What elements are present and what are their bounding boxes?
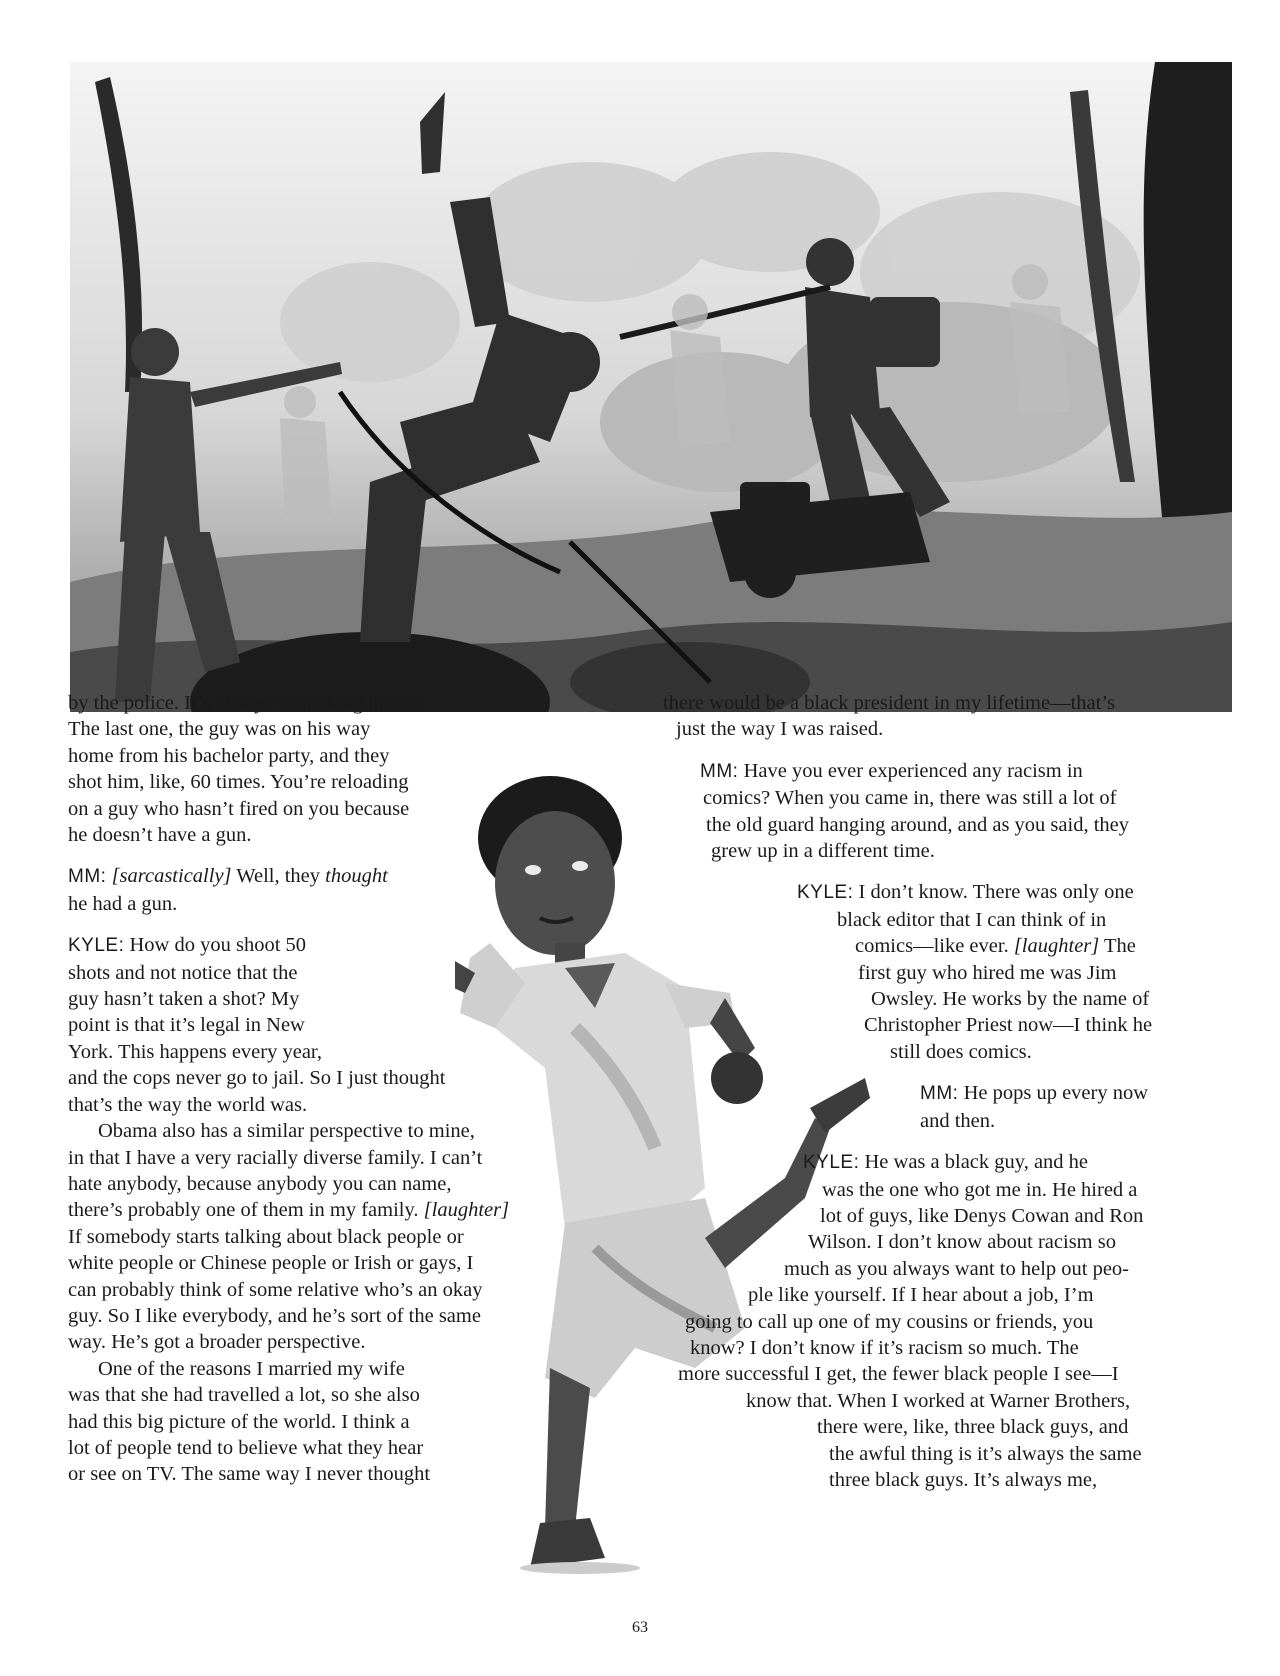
stage-direction: [laughter] [1013,935,1100,958]
text-run: I don’t know. There was only one [853,881,1134,904]
text-line [0,1080,1280,1107]
text-line: can probably think of some relative who’s an okay [68,1278,483,1301]
text-line: there would be a black president in my lifetime—that’s [663,692,1116,714]
text-line: or see on TV. The same way I never thought [68,1463,431,1486]
text-line: grew up in a different time. [711,840,935,863]
battle-scene-artwork [70,62,1232,712]
text-line: know that. When I worked at Warner Brothers, [746,1389,1131,1412]
text-run: Well, they [231,865,326,888]
text-run: comics—like ever. [855,935,1014,958]
text-line: first guy who hired me was Jim [858,961,1117,984]
text-run: How do you shoot 50 [124,934,307,957]
text-line: and the cops never go to jail. So I just thought [68,1067,446,1090]
text-line: still does comics. [890,1040,1032,1063]
text-line: Wilson. I don’t know about racism so [808,1231,1116,1254]
text-line: was that she had travelled a lot, so she also [68,1384,420,1407]
text-line: If somebody starts talking about black people or [68,1225,464,1248]
text-line: One of the reasons I married my wife [98,1357,405,1380]
text-line: Owsley. He works by the name of [871,988,1150,1011]
text-line [0,758,1280,785]
text-line: just the way I was raised. [676,718,884,741]
text-line: on a guy who hasn’t fired on you because [68,797,410,820]
text-line: by the police. It’s always something insane. [68,692,426,714]
text-line: guy hasn’t taken a shot? My [68,988,300,1011]
text-line: white people or Chinese people or Irish or gays, I [68,1252,474,1275]
text-line [0,879,1280,906]
text-line: the awful thing is it’s always the same [829,1442,1142,1465]
text-run: He was a black guy, and he [859,1151,1089,1174]
text-line: York. This happens every year, [68,1040,323,1063]
text-run: there’s probably one of them in my family. [68,1199,424,1222]
speaker-label: MM: [920,1083,959,1105]
text-line: shot him, like, 60 times. You’re reloading [68,771,409,794]
speaker-label: MM: [68,866,107,888]
text-line: Christopher Priest now—I think he [864,1014,1153,1037]
speaker-label: KYLE: [68,935,125,957]
text-line: shots and not notice that the [68,961,298,984]
page-number: 63 [632,1619,648,1636]
text-line: way. He’s got a broader perspective. [68,1331,366,1354]
text-line: lot of people tend to believe what they hear [68,1436,424,1459]
speaker-label: KYLE: [803,1152,860,1174]
text-run: He pops up every now [958,1082,1149,1105]
stage-direction: [sarcastically] [111,865,232,888]
text-line: point is that it’s legal in New [68,1014,305,1037]
text-run: Have you ever experienced any racism in [738,759,1083,782]
text-line: the old guard hanging around, and as you said, they [706,813,1130,836]
text-line: that’s the way the world was. [68,1093,308,1116]
text-line: black editor that I can think of in [837,908,1107,931]
text-line [0,1149,1280,1176]
text-line: know? I don’t know if it’s racism so much. The [690,1336,1079,1359]
text-line: in that I have a very racially diverse family. I can’t [68,1146,483,1169]
text-line: was the one who got me in. He hired a [822,1178,1138,1201]
emphasis: thought [325,865,388,888]
text-line: and then. [920,1109,996,1132]
text-line [0,933,1280,959]
text-line: much as you always want to help out peo- [784,1257,1130,1280]
text-line: he had a gun. [68,892,178,915]
text-line: ple like yourself. If I hear about a job, I’m [748,1284,1094,1307]
speaker-label: KYLE: [797,882,854,904]
right-column-text [0,690,1280,1493]
text-line: The last one, the guy was on his way [68,718,371,741]
text-line: more successful I get, the fewer black people I see—I [678,1363,1119,1386]
text-run: The [1099,935,1136,958]
text-line: he doesn’t have a gun. [68,824,252,847]
text-line: comics? When you came in, there was still a lot of [703,787,1117,810]
text-line: home from his bachelor party, and they [68,744,390,767]
text-line: guy. So I like everybody, and he’s sort of the same [68,1304,481,1327]
text-line: three black guys. It’s always me, [829,1468,1098,1491]
text-line: lot of guys, like Denys Cowan and Ron [820,1204,1144,1227]
stage-direction: [laughter] [423,1199,510,1222]
text-line: there were, like, three black guys, and [817,1416,1129,1439]
text-line: hate anybody, because anybody you can name, [68,1172,452,1195]
text-line: going to call up one of my cousins or friends, you [685,1310,1094,1333]
text-line: had this big picture of the world. I think a [68,1410,410,1433]
speaker-label: MM: [700,760,739,782]
battle-scene-illustration [70,62,1232,712]
text-line: Obama also has a similar perspective to mine, [98,1120,475,1143]
